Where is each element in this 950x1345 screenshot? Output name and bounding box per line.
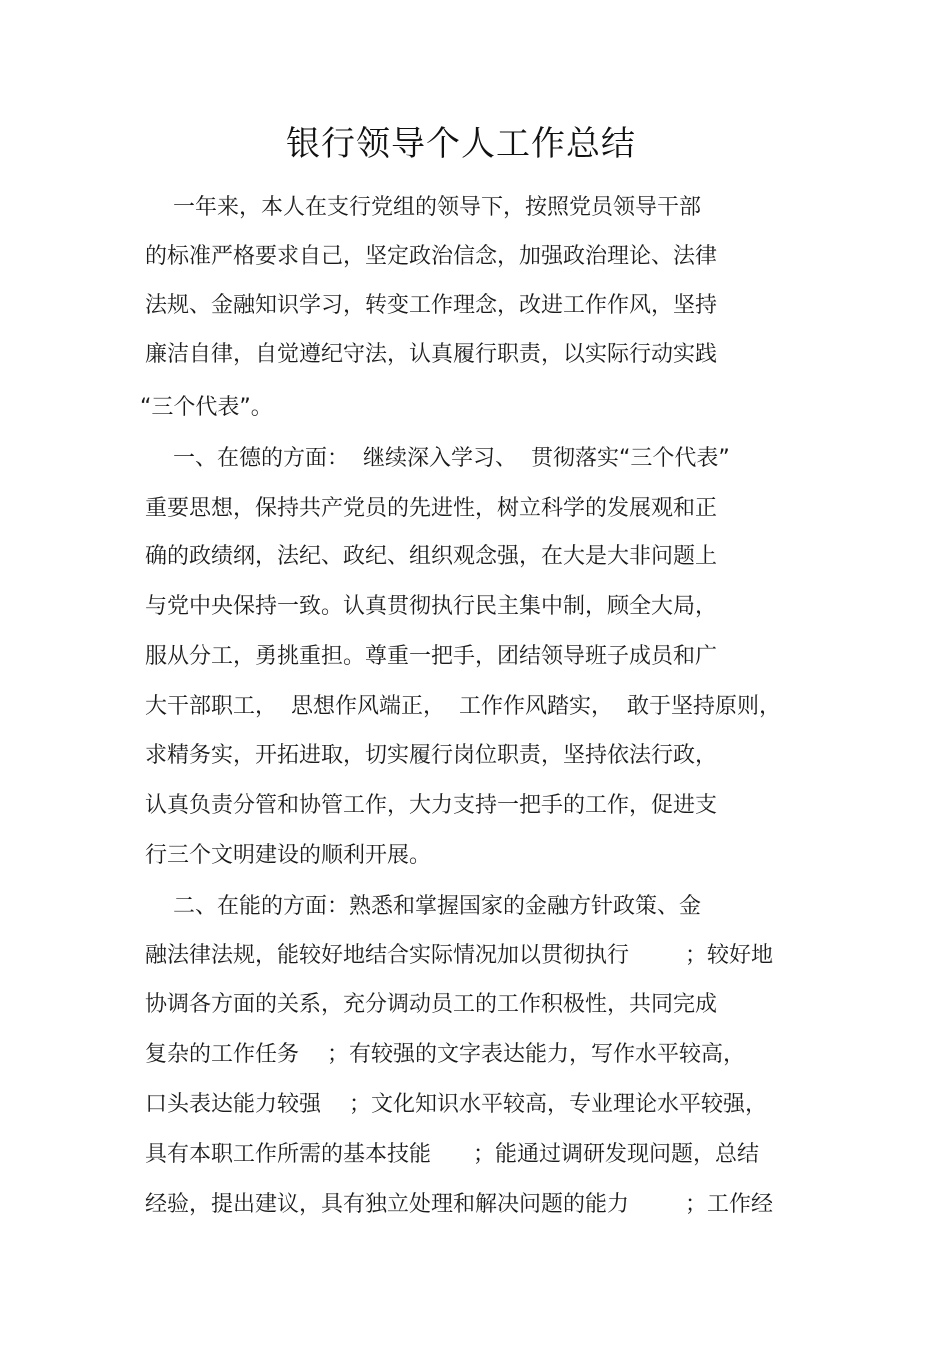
text-line: 确的政绩纲，法纪、政纪、组织观念强，在大是大非问题上 <box>145 544 718 569</box>
text-line: 法规、金融知识学习，转变工作理念，改进工作作风，坚持 <box>145 293 718 318</box>
text-line: “三个代表”。 <box>140 395 273 420</box>
text-line: 认真负责分管和协管工作，大力支持一把手的工作，促进支 <box>145 793 718 818</box>
text-line: 经验，提出建议，具有独立处理和解决问题的能力 ；工作经 <box>145 1192 773 1217</box>
text-line: 求精务实，开拓进取，切实履行岗位职责，坚持依法行政， <box>145 743 718 768</box>
text-line: 复杂的工作任务 ；有较强的文字表达能力，写作水平较高， <box>145 1042 745 1067</box>
text-line: 大干部职工， 思想作风端正， 工作作风踏实， 敢于坚持原则， <box>145 694 781 719</box>
document-title: 银行领导个人工作总结 <box>286 124 636 164</box>
text-line: 服从分工，勇挑重担。尊重一把手，团结领导班子成员和广 <box>145 644 718 669</box>
text-line: 廉洁自律，自觉遵纪守法，认真履行职责，以实际行动实践 <box>145 342 718 367</box>
text-line: 行三个文明建设的顺利开展。 <box>145 843 432 868</box>
text-line: 二、在能的方面：熟悉和掌握国家的金融方针政策、金 <box>145 894 701 919</box>
text-line: 的标准严格要求自己，坚定政治信念，加强政治理论、法律 <box>145 244 718 269</box>
text-line: 融法律法规，能较好地结合实际情况加以贯彻执行 ；较好地 <box>145 943 773 968</box>
text-line: 一年来，本人在支行党组的领导下，按照党员领导干部 <box>145 195 701 220</box>
text-line: 协调各方面的关系，充分调动员工的工作积极性，共同完成 <box>145 992 718 1017</box>
text-line: 重要思想，保持共产党员的先进性，树立科学的发展观和正 <box>145 496 718 521</box>
text-line: 口头表达能力较强 ；文化知识水平较高，专业理论水平较强， <box>145 1092 767 1117</box>
text-line: 与党中央保持一致。认真贯彻执行民主集中制，顾全大局， <box>145 594 718 619</box>
text-line: 具有本职工作所需的基本技能 ；能通过调研发现问题，总结 <box>145 1142 759 1167</box>
text-line: 一、在德的方面： 继续深入学习、 贯彻落实“三个代表” <box>145 446 730 471</box>
